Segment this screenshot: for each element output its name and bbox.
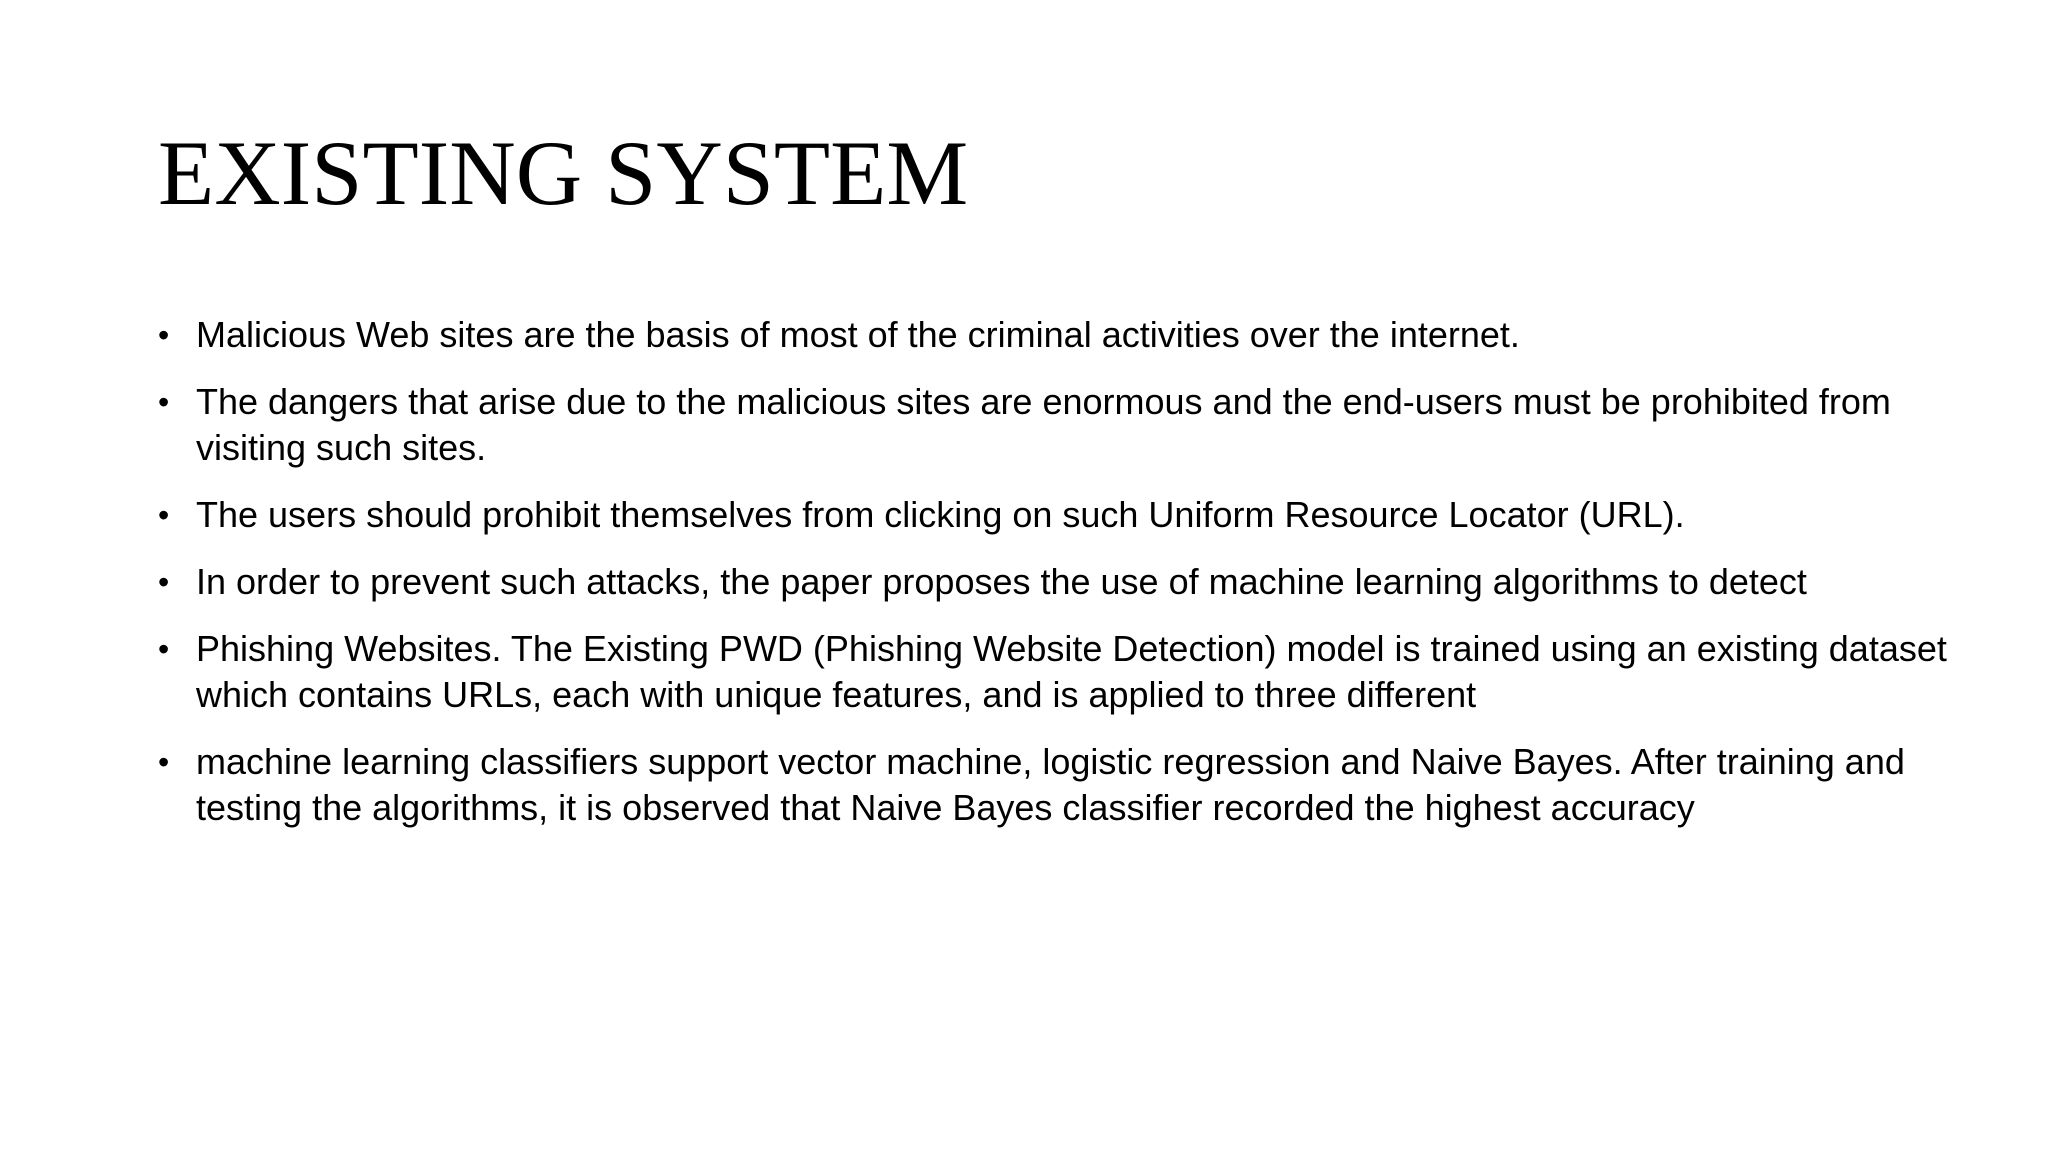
bullet-text: In order to prevent such attacks, the paper proposes the use of machine learning algorithms to detect xyxy=(196,561,1807,602)
bullet-dot-icon: • xyxy=(158,564,170,600)
bullet-item xyxy=(158,739,1988,831)
bullet-list xyxy=(158,312,1988,852)
bullet-dot-icon: • xyxy=(158,317,170,353)
bullet-item xyxy=(158,626,1988,718)
slide-title: EXISTING SYSTEM xyxy=(158,122,969,224)
bullet-item xyxy=(158,492,1988,538)
bullet-text: The users should prohibit themselves from clicking on such Uniform Resource Locator (URL). xyxy=(196,494,1685,535)
bullet-text: machine learning classifiers support vector machine, logistic regression and Naive Bayes. After training and testing the algorithms, it is observed that Naive Bayes classifier recorded the highest accuracy xyxy=(196,741,1905,828)
bullet-text: Phishing Websites. The Existing PWD (Phishing Website Detection) model is trained using an existing dataset which contains URLs, each with unique features, and is applied to three different xyxy=(196,628,1947,715)
bullet-dot-icon: • xyxy=(158,631,170,667)
bullet-dot-icon: • xyxy=(158,497,170,533)
bullet-text: The dangers that arise due to the malicious sites are enormous and the end-users must be prohibited from visiting such sites. xyxy=(196,381,1891,468)
bullet-item xyxy=(158,379,1988,471)
bullet-dot-icon: • xyxy=(158,744,170,780)
bullet-item xyxy=(158,559,1988,605)
bullet-text: Malicious Web sites are the basis of most of the criminal activities over the internet. xyxy=(196,314,1520,355)
bullet-dot-icon: • xyxy=(158,384,170,420)
bullet-item xyxy=(158,312,1988,358)
